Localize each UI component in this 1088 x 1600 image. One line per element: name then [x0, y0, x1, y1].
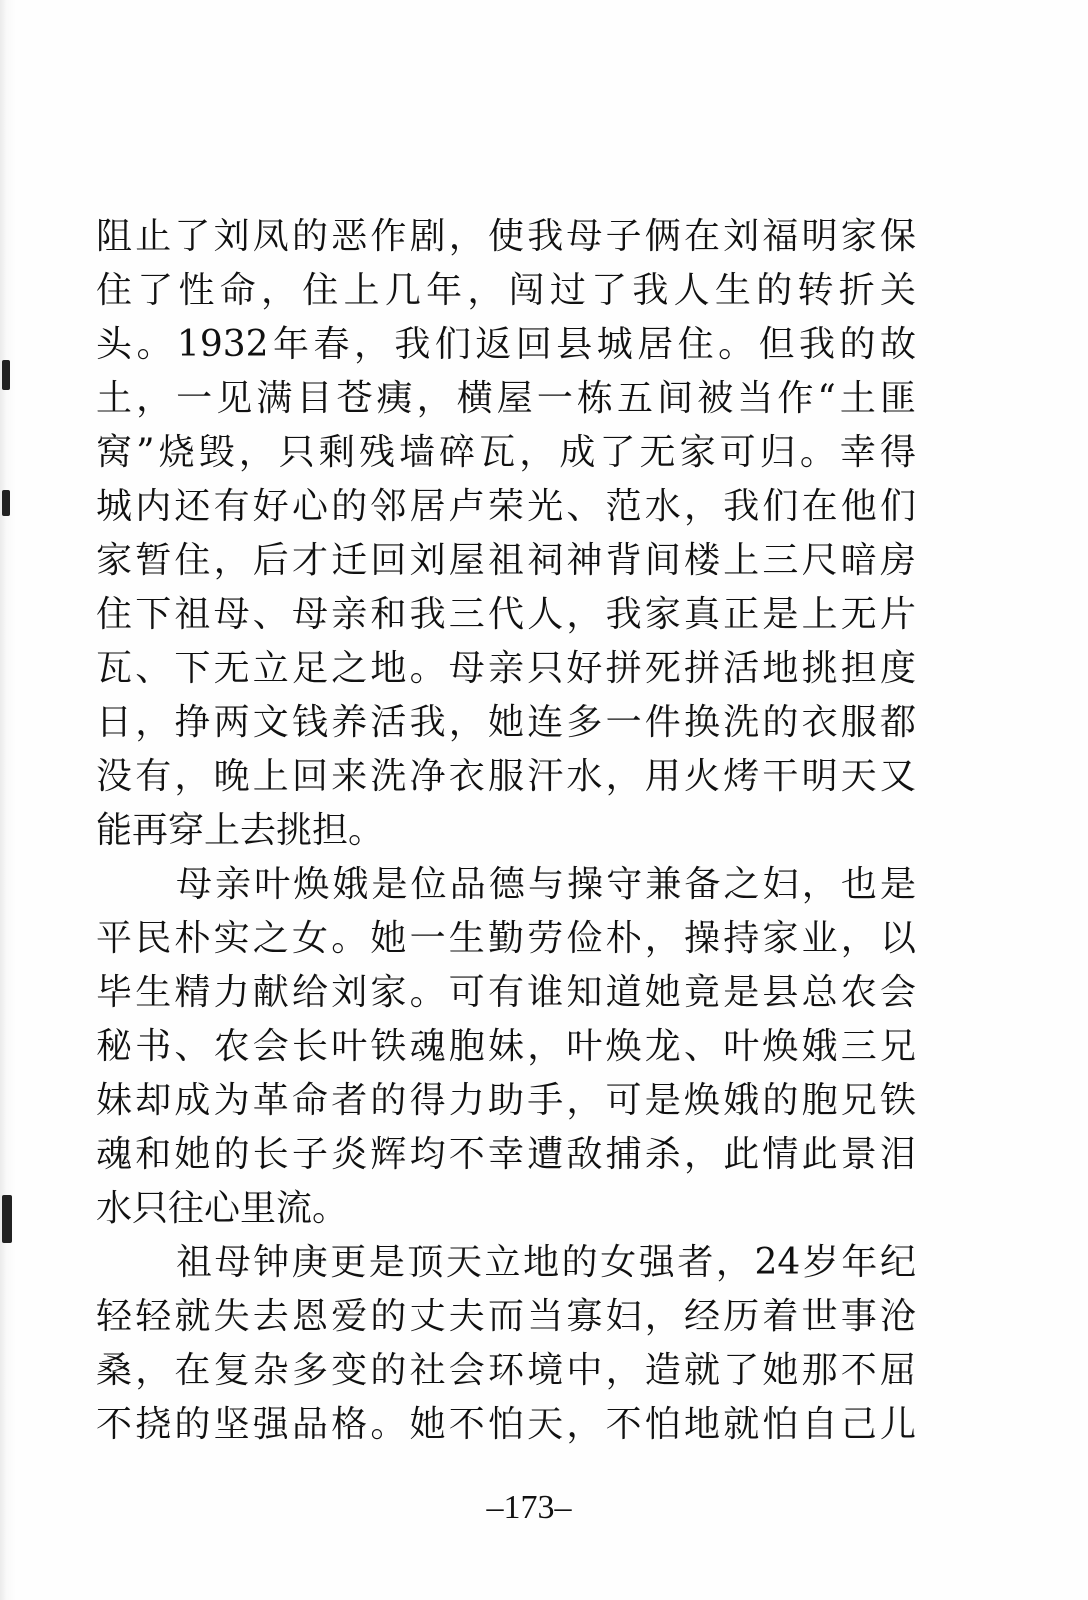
text-line: 魂和她的长子炎辉均不幸遭敌捕杀，此情此景泪 — [96, 1134, 916, 1175]
text-line: 水只往心里流。 — [96, 1188, 349, 1229]
text-line: 祖母钟庚更是顶天立地的女强者，24岁年纪 — [176, 1242, 916, 1283]
text-line: 日，挣两文钱养活我，她连多一件换洗的衣服都 — [96, 702, 916, 743]
text-line: 窝”烧毁，只剩残墙碎瓦，成了无家可归。幸得 — [96, 432, 916, 473]
edge-mark — [2, 490, 10, 516]
text-line: 家暂住，后才迁回刘屋祖祠神背间楼上三尺暗房 — [96, 540, 916, 581]
text-line: 母亲叶焕娥是位品德与操守兼备之妇，也是 — [176, 864, 916, 905]
scan-shadow-edge — [0, 0, 16, 1600]
text-line: 土，一见满目苍痍，横屋一栋五间被当作“土匪 — [96, 378, 916, 419]
body-text — [96, 210, 916, 1452]
edge-mark — [2, 360, 10, 390]
text-line: 瓦、下无立足之地。母亲只好拼死拼活地挑担度 — [96, 648, 916, 689]
text-line: 毕生精力献给刘家。可有谁知道她竟是县总农会 — [96, 972, 916, 1013]
text-line: 不挠的坚强品格。她不怕天，不怕地就怕自己儿 — [96, 1404, 916, 1445]
text-line: 秘书、农会长叶铁魂胞妹，叶焕龙、叶焕娥三兄 — [96, 1026, 916, 1067]
text-line: 能再穿上去挑担。 — [96, 810, 385, 851]
text-line: 平民朴实之女。她一生勤劳俭朴，操持家业，以 — [96, 918, 916, 959]
page-number — [0, 1488, 1088, 1528]
edge-mark — [2, 1195, 12, 1243]
text-line: 轻轻就失去恩爱的丈夫而当寡妇，经历着世事沧 — [96, 1296, 916, 1337]
text-line: 头。1932年春，我们返回县城居住。但我的故 — [96, 324, 916, 365]
page-number-text: –173– — [486, 1489, 572, 1526]
text-line: 住下祖母、母亲和我三代人，我家真正是上无片 — [96, 594, 916, 635]
text-line: 阻止了刘凤的恶作剧，使我母子俩在刘福明家保 — [96, 216, 916, 257]
text-line: 桑，在复杂多变的社会环境中，造就了她那不屈 — [96, 1350, 916, 1391]
text-line: 城内还有好心的邻居卢荣光、范水，我们在他们 — [96, 486, 916, 527]
text-line: 住了性命，住上几年，闯过了我人生的转折关 — [96, 270, 916, 311]
text-line: 没有，晚上回来洗净衣服汗水，用火烤干明天又 — [96, 756, 916, 797]
text-line: 妹却成为革命者的得力助手，可是焕娥的胞兄铁 — [96, 1080, 916, 1121]
